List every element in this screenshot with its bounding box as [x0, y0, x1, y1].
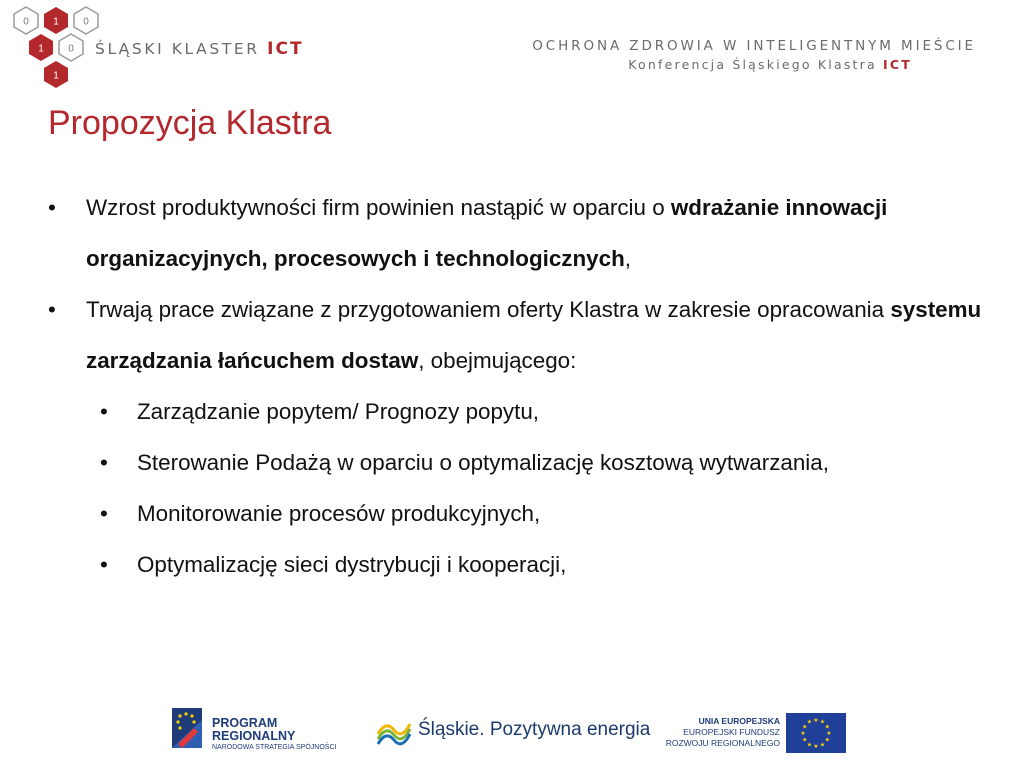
eu-star: ★: [802, 724, 808, 731]
bullet-2-bold: systemu zarządzania łańcuchem dostaw: [86, 297, 982, 373]
slide-content: [48, 182, 988, 590]
eu-star: ★: [824, 737, 830, 744]
sub-bullet-dot: •: [100, 501, 108, 526]
bullet-dot: •: [48, 297, 56, 322]
brand-ict: ICT: [267, 39, 304, 59]
eu-star: ★: [813, 718, 819, 724]
eu-star: ★: [800, 731, 806, 737]
eu-line1: UNIA EUROPEJSKA: [698, 716, 780, 726]
hex-4-digit: 1: [38, 43, 44, 55]
slaskie-name: Śląskie.: [418, 719, 485, 740]
brand-name: [95, 39, 304, 59]
program-regionalny-logo: [170, 706, 337, 756]
hex-3-digit: 0: [83, 16, 89, 28]
sub-bullet-dot: •: [100, 552, 108, 577]
hex-5-digit: 0: [68, 43, 74, 55]
sub-bullet-2-text: Sterowanie Podażą w oparciu o optymalizację kosztową wytwarzania,: [137, 450, 829, 475]
bullet-2: [48, 284, 988, 386]
sub-bullet-3: [100, 488, 988, 539]
sub-bullet-4-text: Optymalizację sieci dystrybucji i kooperacji,: [137, 552, 567, 577]
bullet-1: [48, 182, 988, 284]
bullet-1-text: Wzrost produktywności firm powinien nastąpić w oparciu o: [86, 195, 671, 220]
eu-star: ★: [819, 719, 826, 726]
bullet-dot: •: [48, 195, 56, 220]
program-flag-icon: [170, 706, 208, 752]
sub-bullet-dot: •: [100, 399, 108, 424]
sub-bullet-4: [100, 539, 988, 590]
brand-main: ŚLĄSKI KLASTER: [95, 40, 260, 58]
bullet-1-end: ,: [624, 246, 631, 271]
slide-title: Propozycja Klastra: [48, 104, 332, 142]
hex-2-digit: 1: [53, 16, 59, 28]
eu-star: ★: [826, 731, 832, 737]
hex-1-digit: 0: [23, 16, 29, 28]
sub-bullet-1-text: Zarządzanie popytem/ Prognozy popytu,: [137, 399, 540, 424]
program-line2: REGIONALNY: [212, 729, 296, 743]
bullet-2-text: Trwają prace związane z przygotowaniem oferty Klastra w zakresie opracowania: [86, 297, 891, 322]
program-line1: PROGRAM: [212, 716, 278, 730]
eu-star: ★: [824, 724, 830, 731]
conference-subtitle-main: Konferencja Śląskiego Klastra: [628, 57, 877, 72]
program-line3: NARODOWA STRATEGIA SPÓJNOŚCI: [212, 744, 337, 751]
eu-line2: EUROPEJSKI FUNDUSZ: [683, 727, 780, 737]
slaskie-logo-text: [418, 719, 650, 741]
eu-flag-icon: [786, 713, 846, 753]
sub-bullet-1: [100, 386, 988, 437]
eu-star: ★: [819, 742, 826, 749]
sub-bullet-dot: •: [100, 450, 108, 475]
conference-subtitle: [628, 57, 912, 72]
conference-title: OCHRONA ZDROWIA W INTELIGENTNYM MIEŚCIE: [532, 38, 976, 54]
eu-star: ★: [806, 742, 813, 749]
conference-subtitle-ict: ICT: [883, 57, 912, 72]
eu-fund-text: [666, 716, 780, 749]
sub-bullet-2: [100, 437, 988, 488]
slaskie-slogan: Pozytywna energia: [489, 719, 651, 740]
eu-line3: ROZWOJU REGIONALNEGO: [665, 738, 780, 748]
sub-bullet-3-text: Monitorowanie procesów produkcyjnych,: [137, 501, 541, 526]
klaster-logo-hexagons: [12, 6, 102, 92]
eu-star: ★: [802, 737, 808, 744]
hex-6-digit: 1: [53, 70, 59, 82]
eu-star: ★: [813, 744, 819, 750]
slaskie-wave-icon: [376, 714, 414, 748]
bullet-1-bold: wdrażanie innowacji organizacyjnych, procesowych i technologicznych: [86, 195, 888, 271]
eu-star: ★: [806, 719, 813, 726]
bullet-2-end: , obejmującego:: [418, 348, 577, 373]
